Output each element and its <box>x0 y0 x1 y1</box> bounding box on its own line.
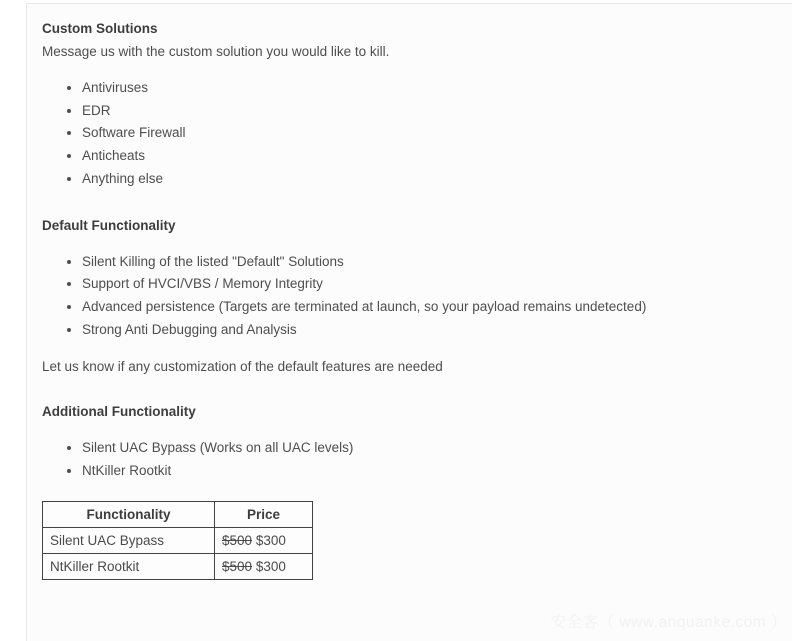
functionality-cell: NtKiller Rootkit <box>43 553 215 579</box>
list-item: • Silent UAC Bypass (Works on all UAC levels) <box>82 437 772 460</box>
old-price: $500 <box>222 558 253 574</box>
additional-functionality-list <box>42 437 772 482</box>
list-item: • NtKiller Rootkit <box>82 460 772 483</box>
custom-solutions-description: Message us with the custom solution you would like to kill. <box>42 44 390 59</box>
new-price: $300 <box>255 532 286 548</box>
list-item: • Strong Anti Debugging and Analysis <box>82 319 772 342</box>
functionality-cell: Silent UAC Bypass <box>43 527 215 553</box>
list-item: • Anticheats <box>82 145 772 168</box>
anquanke-watermark: 安全客（ www.anquanke.com ） <box>550 614 787 631</box>
default-functionality-heading: Default Functionality <box>42 217 176 233</box>
pricing-table <box>42 501 313 580</box>
additional-functionality-heading: Additional Functionality <box>42 404 196 420</box>
new-price: $300 <box>255 558 286 574</box>
article-content-panel <box>26 3 792 641</box>
list-item: • Support of HVCI/VBS / Memory Integrity <box>82 273 772 296</box>
list-item: • EDR <box>82 100 772 123</box>
list-item: • Anything else <box>82 168 772 191</box>
custom-solutions-list <box>42 77 772 191</box>
old-price: $500 <box>222 532 253 548</box>
price-column-header: Price <box>215 501 313 527</box>
default-functionality-list <box>42 251 772 342</box>
table-row <box>43 553 313 579</box>
custom-solutions-heading: Custom Solutions <box>42 21 158 36</box>
table-header-row <box>43 501 313 527</box>
price-cell <box>215 527 313 553</box>
functionality-column-header: Functionality <box>43 501 215 527</box>
list-item: • Advanced persistence (Targets are terminated at launch, so your payload remains undetected) <box>82 296 772 319</box>
list-item: • Software Firewall <box>82 122 772 145</box>
list-item: • Antiviruses <box>82 77 772 100</box>
list-item: • Silent Killing of the listed "Default" Solutions <box>82 251 772 274</box>
table-row <box>43 527 313 553</box>
customization-note: Let us know if any customization of the default features are needed <box>42 359 443 375</box>
price-cell <box>215 553 313 579</box>
